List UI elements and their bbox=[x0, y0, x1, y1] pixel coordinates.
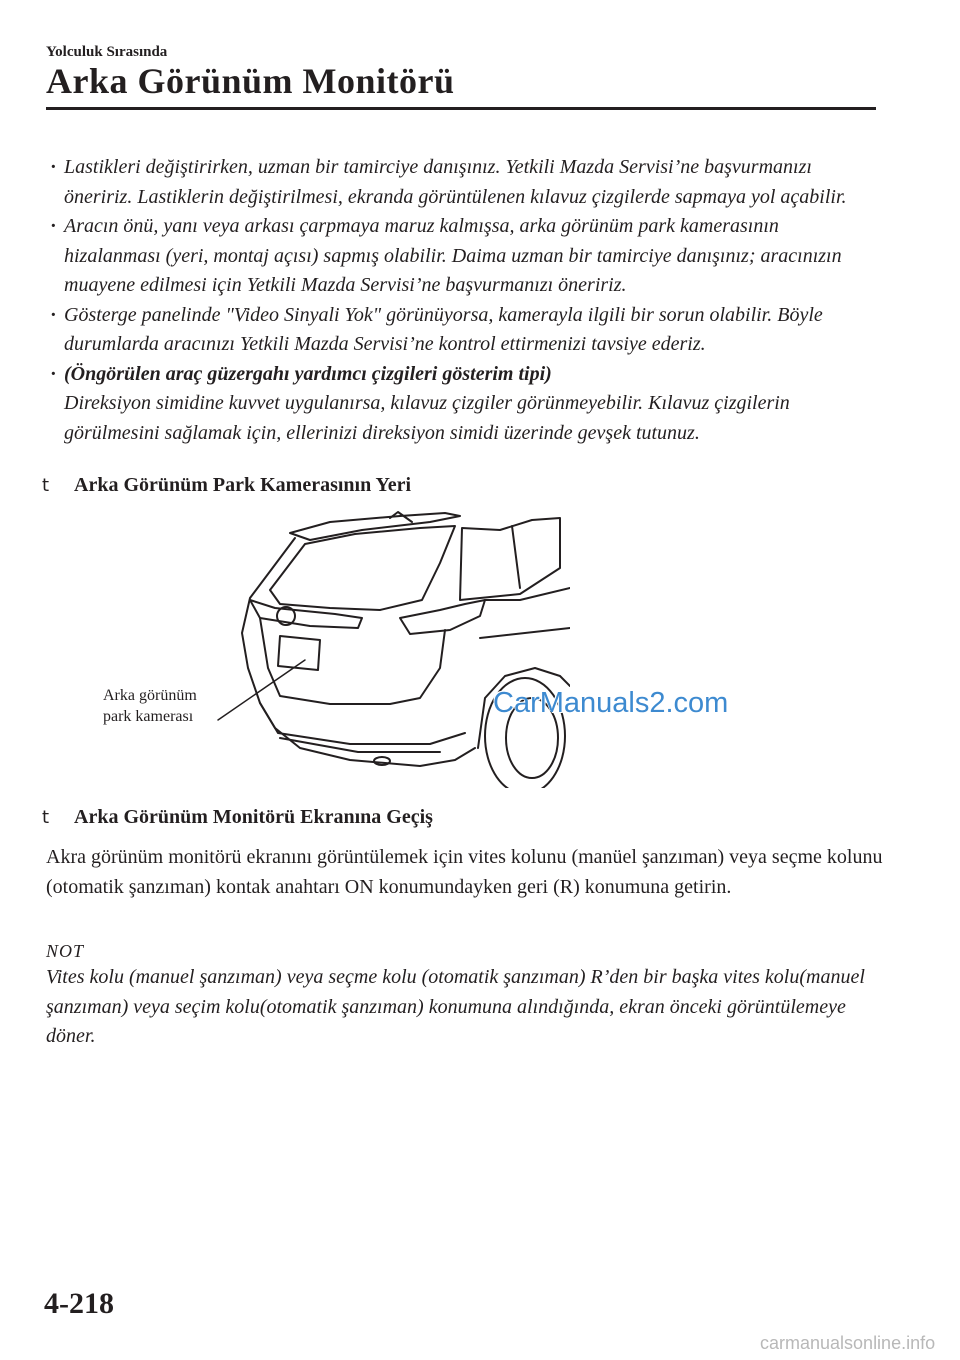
bullet-bold-heading: (Öngörülen araç güzergahı yardımcı çizgileri gösterim tipi) bbox=[64, 362, 552, 385]
bullet-item bbox=[48, 301, 878, 360]
rear-bumper bbox=[260, 703, 465, 744]
note-heading: NOT bbox=[46, 941, 85, 961]
bullet-dot: · bbox=[50, 215, 57, 237]
section-label: Yolculuk Sırasında bbox=[46, 44, 168, 60]
tailgate bbox=[260, 618, 445, 704]
bullet-text: Aracın önü, yanı veya arkası çarpmaya maruz kalmışsa, arka görünüm park kamerasının hizalanması (yeri, montaj açısı) sapmış olabilir. Daima uzman bir tamirciye danışınız; aracınızın muayene edilmesi için Yetkili Mazda Servisi’ne başvurmanızı öneririz. bbox=[64, 215, 842, 296]
bullet-dot: · bbox=[50, 156, 57, 178]
page-title: Arka Görünüm Monitörü bbox=[46, 61, 455, 101]
section-marker-icon: t bbox=[42, 807, 50, 828]
footer-site-link[interactable]: carmanualsonline.info bbox=[760, 1333, 936, 1353]
watermark-text: CarManuals2.com bbox=[493, 687, 729, 719]
bullet-text: Direksiyon simidine kuvvet uygulanırsa, kılavuz çizgiler görünmeyebilir. Kılavuz çizgilerin görülmesini sağlamak için, ellerinizi direksiyon simidi üzerinde gevşek tutunuz. bbox=[64, 392, 790, 444]
window-pillar bbox=[512, 526, 520, 588]
rear-window bbox=[270, 526, 455, 610]
camera-callout-line2: park kamerası bbox=[103, 708, 194, 725]
bullet-dot: · bbox=[50, 362, 57, 385]
rear-camera-car-illustration bbox=[100, 508, 570, 788]
bullet-item bbox=[48, 153, 878, 212]
bullet-item bbox=[48, 212, 878, 301]
note-text: Vites kolu (manuel şanzıman) veya seçme kolu (otomatik şanzıman) R’den bir başka vites kolu(manuel şanzıman) veya seçim kolu(otomatik şanzıman) konumuna alındığında, ekran önceki görüntülemeye döner. bbox=[46, 966, 865, 1047]
camera-location-heading-text: Arka Görünüm Park Kamerasının Yeri bbox=[74, 474, 412, 496]
tail-light-right bbox=[400, 600, 485, 634]
screen-switching-heading bbox=[42, 806, 433, 829]
side-window bbox=[460, 518, 560, 600]
caution-bullet-list bbox=[48, 153, 878, 448]
bullet-item bbox=[48, 360, 878, 449]
camera-callout-line1: Arka görünüm bbox=[103, 687, 197, 704]
camera-location-heading bbox=[42, 474, 411, 497]
bullet-text: Gösterge panelinde "Video Sinyali Yok" görünüyorsa, kamerayla ilgili bir sorun olabilir. Böyle durumlarda aracınızı Yetkili Mazda Servisi’ne kontrol ettirmenizi tavsiye ederiz. bbox=[64, 303, 823, 355]
page-number: 4-218 bbox=[44, 1287, 114, 1320]
section-marker-icon: t bbox=[42, 475, 50, 496]
screen-switching-heading-text: Arka Görünüm Monitörü Ekranına Geçiş bbox=[74, 806, 433, 828]
camera-callout-label bbox=[103, 685, 263, 727]
side-crease bbox=[480, 628, 570, 638]
screen-switching-body: Akra görünüm monitörü ekranını görüntülemek için vites kolunu (manüel şanzıman) veya seçme kolunu (otomatik şanzıman) kontak anahtarı ON konumundayken geri (R) konumuna getirin. bbox=[46, 846, 883, 898]
exhaust bbox=[374, 757, 390, 765]
title-divider bbox=[46, 107, 876, 110]
bullet-text: Lastikleri değiştirirken, uzman bir tamirciye danışınız. Yetkili Mazda Servisi’ne başvurmanızı öneririz. Lastiklerin değiştirilmesi, ekranda görüntülenen kılavuz çizgilerde sapmaya yol açabilir. bbox=[64, 156, 847, 208]
tail-light-left bbox=[250, 600, 362, 628]
bullet-dot: · bbox=[50, 303, 57, 326]
